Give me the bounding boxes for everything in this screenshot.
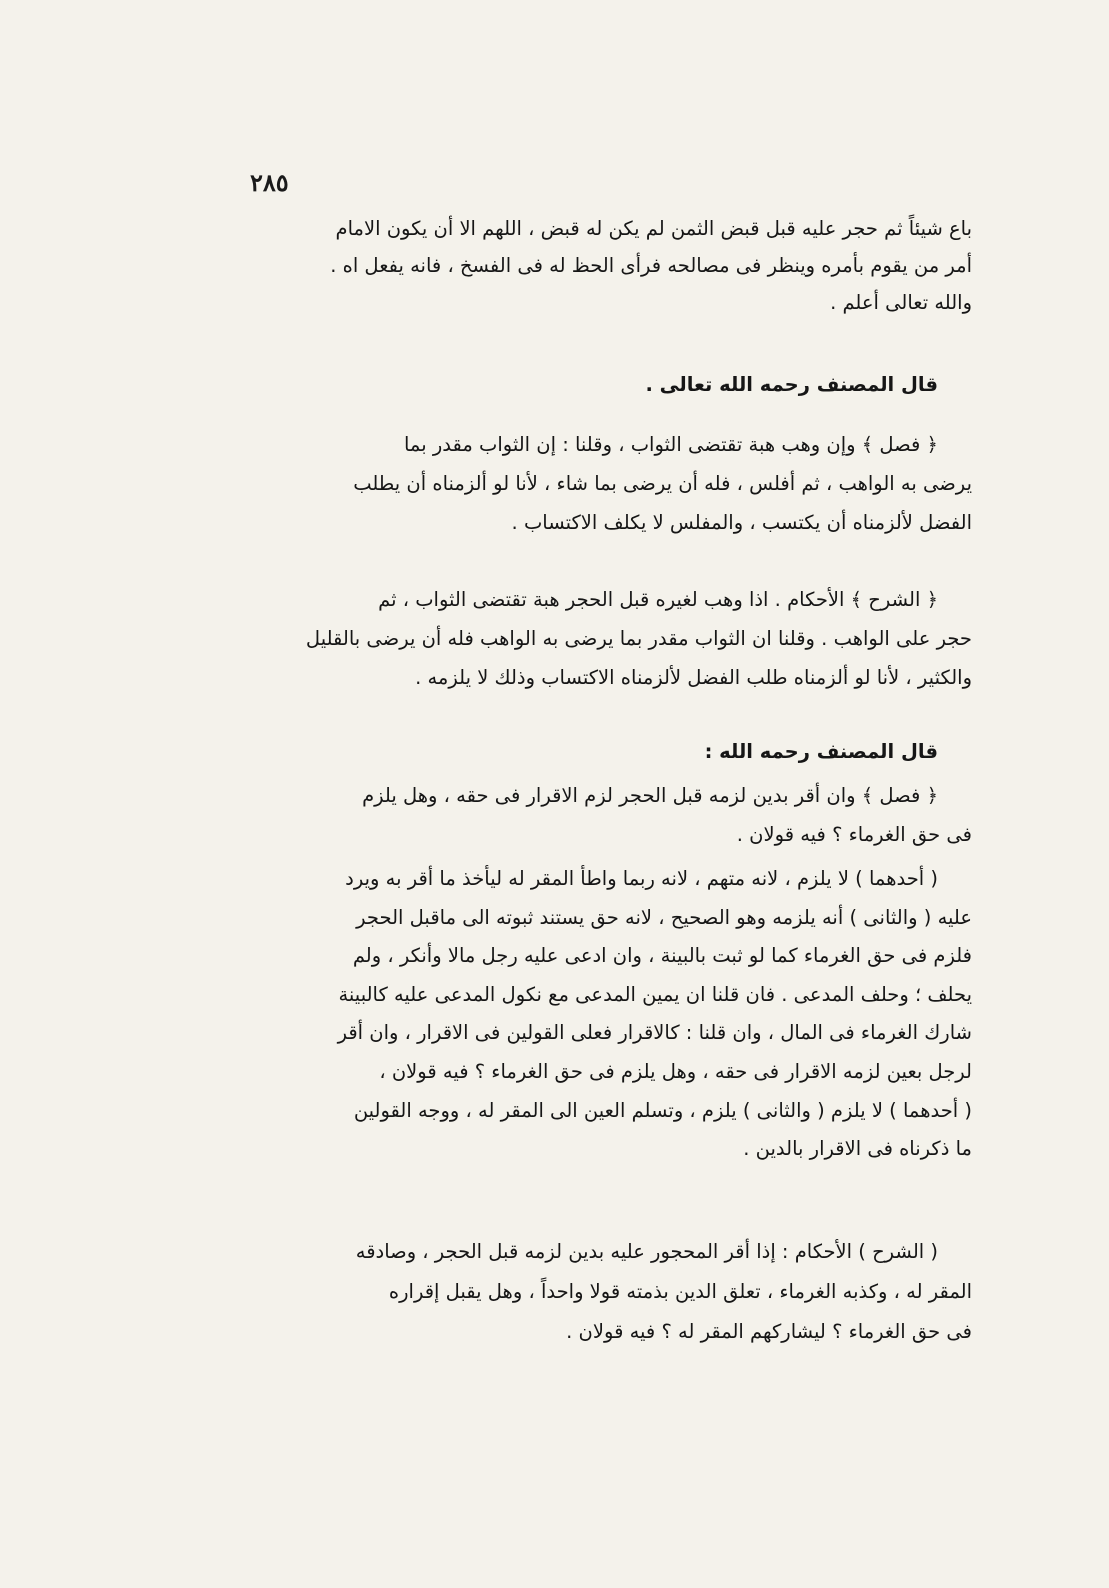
text-line: ﴿ الشرح ﴾ الأحكام . اذا وهب لغيره قبل الحجر هبة تقتضى الثواب ، ثم [378, 588, 938, 611]
paragraph-sharh-iqrar [218, 1232, 972, 1352]
section-heading [218, 366, 972, 403]
page-number: ٢٨٥ [250, 168, 289, 197]
text-line: الفضل لألزمناه أن يكتسب ، والمفلس لا يكلف الاكتساب . [511, 511, 972, 534]
text-line: ﴿ فصل ﴾ وإن وهب هبة تقتضى الثواب ، وقلنا : إن الثواب مقدر بما [403, 433, 938, 456]
paragraph-sharh-hiba [218, 580, 972, 697]
text-line: عليه ( والثانى ) أنه يلزمه وهو الصحيح ، لانه حق يستند ثبوته الى ماقبل الحجر [356, 905, 972, 929]
paragraph-fasl-hiba [218, 425, 972, 542]
heading-line: قال المصنف رحمه الله تعالى . [645, 373, 938, 396]
text-line: ( أحدهما ) لا يلزم ( والثانى ) يلزم ، وتسلم العين الى المقر له ، ووجه القولين [353, 1098, 972, 1122]
text-line: أمر من يقوم بأمره وينظر فى مصالحه فرأى الحظ له فى الفسخ ، فانه يفعل اه . [330, 254, 972, 277]
text-line: فى حق الغرماء ؟ فيه قولان . [736, 823, 972, 846]
heading-line: قال المصنف رحمه الله : [704, 740, 938, 763]
text-line: ﴿ فصل ﴾ وان أقر بدين لزمه قبل الحجر لزم الاقرار فى حقه ، وهل يلزم [362, 784, 938, 807]
text-line: يرضى به الواهب ، ثم أفلس ، فله أن يرضى بما شاء ، لأنا لو ألزمناه أن يطلب [353, 472, 972, 495]
text-line: ( أحدهما ) لا يلزم ، لانه متهم ، لانه ربما واطأ المقر له ليأخذ ما أقر به ويرد [345, 867, 938, 890]
text-line: المقر له ، وكذبه الغرماء ، تعلق الدين بذمته قولا واحداً ، وهل يقبل إقراره [388, 1280, 972, 1303]
text-line: يحلف ؛ وحلف المدعى . فان قلنا ان يمين المدعى مع نكول المدعى عليه كالبينة [338, 982, 972, 1006]
paragraph-two-opinions [218, 860, 972, 1169]
text-line: باع شيئاً ثم حجر عليه قبل قبض الثمن لم يكن له قبض ، اللهم الا أن يكون الامام [335, 217, 972, 240]
paragraph-continuation [218, 210, 972, 321]
text-line: ما ذكرناه فى الاقرار بالدين . [743, 1137, 972, 1161]
text-line: شارك الغرماء فى المال ، وان قلنا : كالاقرار فعلى القولين فى الاقرار ، وان أقر [337, 1021, 972, 1045]
paragraph-fasl-iqrar [218, 776, 972, 854]
text-line: ( الشرح ) الأحكام : إذا أقر المحجور عليه بدين لزمه قبل الحجر ، وصادقه [355, 1240, 938, 1263]
text-line: فى حق الغرماء ؟ ليشاركهم المقر له ؟ فيه قولان . [566, 1320, 972, 1343]
section-heading [218, 733, 972, 770]
text-line: والله تعالى أعلم . [830, 291, 972, 314]
text-line: حجر على الواهب . وقلنا ان الثواب مقدر بما يرضى به الواهب فله أن يرضى بالقليل [305, 627, 972, 650]
text-line: والكثير ، لأنا لو ألزمناه طلب الفضل لألزمناه الاكتساب وذلك لا يلزمه . [415, 666, 972, 689]
text-line: لرجل بعين لزمه الاقرار فى حقه ، وهل يلزم فى حق الغرماء ؟ فيه قولان ، [379, 1059, 972, 1083]
text-line: فلزم فى حق الغرماء كما لو ثبت بالبينة ، وان ادعى عليه رجل مالا وأنكر ، ولم [352, 944, 972, 968]
